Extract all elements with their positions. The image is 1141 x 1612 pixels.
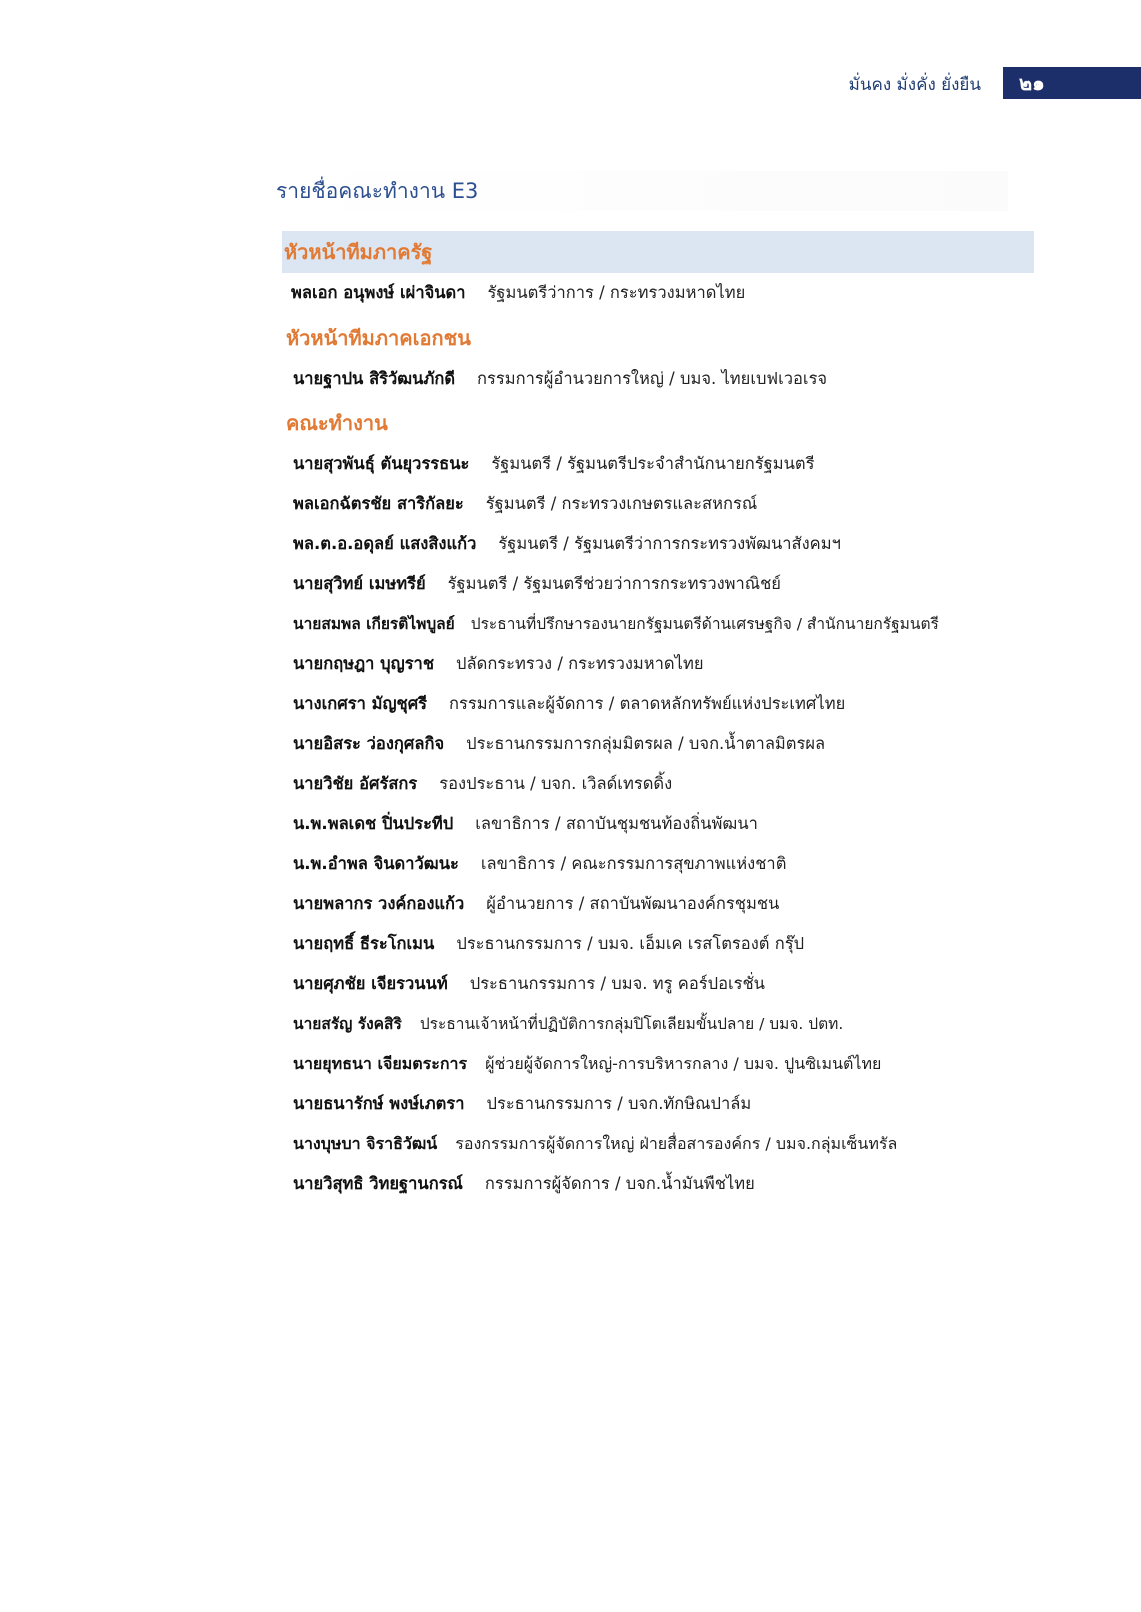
member-name: นางเกศรา มัญชุศรี — [293, 694, 428, 713]
member-name: นายกฤษฎา บุญราช — [293, 654, 435, 673]
member-name: นายฤทธิ์ ธีระโกเมน — [293, 934, 435, 953]
member-entry — [284, 444, 1029, 484]
member-role: ผู้อำนวยการ / สถาบันพัฒนาองค์กรชุมชน — [486, 894, 780, 913]
section-heading: หัวหน้าทีมภาคเอกชน — [286, 326, 471, 350]
member-role: รัฐมนตรี / รัฐมนตรีว่าการกระทรวงพัฒนาสังคมฯ — [498, 534, 841, 553]
member-name: นายธนารักษ์ พงษ์เภตรา — [293, 1094, 465, 1113]
member-entry — [284, 884, 1029, 924]
member-entry — [284, 1084, 1029, 1124]
member-name: นายพลากร วงค์กองแก้ว — [293, 894, 465, 913]
member-entry — [284, 359, 1029, 399]
member-role: เลขาธิการ / สถาบันชุมชนท้องถิ่นพัฒนา — [475, 814, 758, 833]
member-entry — [282, 273, 1034, 313]
member-entry — [284, 564, 1029, 604]
member-entry — [284, 804, 1029, 844]
member-entry — [284, 1124, 1029, 1164]
section-government-lead — [282, 231, 1034, 313]
member-name: นายศุภชัย เจียรวนนท์ — [293, 974, 448, 993]
member-role: ประธานกรรมการกลุ่มมิตรผล / บจก.น้ำตาลมิตรผล — [466, 734, 826, 753]
member-entry — [284, 1044, 1029, 1084]
section-working-group — [284, 402, 1029, 1204]
member-name: นายวิสุทธิ วิทยฐานกรณ์ — [293, 1174, 463, 1193]
member-list — [284, 444, 1029, 1204]
member-entry — [284, 964, 1029, 1004]
member-role: รัฐมนตรี / กระทรวงเกษตรและสหกรณ์ — [485, 494, 758, 513]
member-name: นายอิสระ ว่องกุศลกิจ — [293, 734, 445, 753]
member-entry — [284, 524, 1029, 564]
member-role: ประธานกรรมการ / บมจ. เอ็มเค เรสโตรองต์ กรุ๊ป — [456, 934, 805, 953]
member-entry — [284, 924, 1029, 964]
member-entry — [284, 724, 1029, 764]
member-name: นายฐาปน สิริวัฒนภักดี — [293, 369, 456, 388]
member-name: นายวิชัย อัศรัสกร — [293, 774, 418, 793]
document-title-text: รายชื่อคณะทำงาน E3 — [276, 178, 479, 203]
member-role: ประธานที่ปรึกษารองนายกรัฐมนตรีด้านเศรษฐกิจ / สำนักนายกรัฐมนตรี — [470, 615, 939, 633]
member-name: น.พ.พลเดช ปิ่นประทีป — [293, 814, 454, 833]
member-role: ปลัดกระทรวง / กระทรวงมหาดไทย — [456, 654, 704, 673]
member-entry — [284, 764, 1029, 804]
member-entry — [284, 1164, 1029, 1204]
member-name: นายสรัญ รังคสิริ — [293, 1015, 402, 1033]
member-role: กรรมการผู้จัดการ / บจก.น้ำมันพืชไทย — [484, 1174, 755, 1193]
member-name: น.พ.อำพล จินดาวัฒนะ — [293, 854, 459, 873]
header-tagline: มั่นคง มั่งคั่ง ยั่งยืน — [848, 75, 981, 95]
section-private-lead — [284, 317, 1029, 399]
section-heading: คณะทำงาน — [286, 411, 388, 435]
member-role: รัฐมนตรี / รัฐมนตรีช่วยว่าการกระทรวงพาณิชย์ — [447, 574, 781, 593]
member-role: เลขาธิการ / คณะกรรมการสุขภาพแห่งชาติ — [480, 854, 787, 873]
member-role: กรรมการและผู้จัดการ / ตลาดหลักทรัพย์แห่งประเทศไทย — [449, 694, 846, 713]
member-entry — [284, 684, 1029, 724]
member-name: พลเอก อนุพงษ์ เผ่าจินดา — [291, 283, 466, 302]
member-role: ประธานกรรมการ / บมจ. ทรู คอร์ปอเรชั่น — [469, 974, 765, 993]
member-entry — [284, 844, 1029, 884]
member-name: พลเอกฉัตรชัย สาริกัลยะ — [293, 494, 464, 513]
member-entry — [284, 644, 1029, 684]
member-entry — [284, 484, 1029, 524]
member-role: กรรมการผู้อำนวยการใหญ่ / บมจ. ไทยเบฟเวอเรจ — [477, 369, 828, 388]
member-name: พล.ต.อ.อดุลย์ แสงสิงแก้ว — [293, 534, 477, 553]
member-role: ผู้ช่วยผู้จัดการใหญ่-การบริหารกลาง / บมจ. ปูนซิเมนต์ไทย — [485, 1054, 882, 1073]
member-name: นางบุษบา จิราธิวัฒน์ — [293, 1134, 438, 1153]
member-entry — [284, 604, 1029, 644]
section-heading: หัวหน้าทีมภาครัฐ — [282, 231, 1034, 273]
page-number: ๒๑ — [1019, 71, 1045, 95]
member-role: รัฐมนตรีว่าการ / กระทรวงมหาดไทย — [487, 283, 746, 302]
member-name: นายสมพล เกียรติไพบูลย์ — [293, 615, 455, 633]
member-entry — [284, 1004, 1029, 1044]
document-title — [276, 171, 1008, 211]
member-name: นายยุทธนา เจียมตระการ — [293, 1054, 468, 1073]
member-role: ประธานเจ้าหน้าที่ปฏิบัติการกลุ่มปิโตเลียมขั้นปลาย / บมจ. ปตท. — [419, 1015, 844, 1033]
member-role: รัฐมนตรี / รัฐมนตรีประจำสำนักนายกรัฐมนตรี — [491, 454, 815, 473]
member-role: รองประธาน / บจก. เวิลด์เทรดดิ้ง — [439, 774, 673, 793]
page-number-box — [1003, 67, 1141, 99]
member-name: นายสุวพันธุ์ ตันยุวรรธนะ — [293, 454, 470, 473]
member-name: นายสุวิทย์ เมษทรีย์ — [293, 574, 426, 593]
member-role: รองกรรมการผู้จัดการใหญ่ ฝ่ายสื่อสารองค์กร / บมจ.กลุ่มเซ็นทรัล — [455, 1134, 898, 1153]
member-role: ประธานกรรมการ / บจก.ทักษิณปาล์ม — [486, 1094, 752, 1113]
